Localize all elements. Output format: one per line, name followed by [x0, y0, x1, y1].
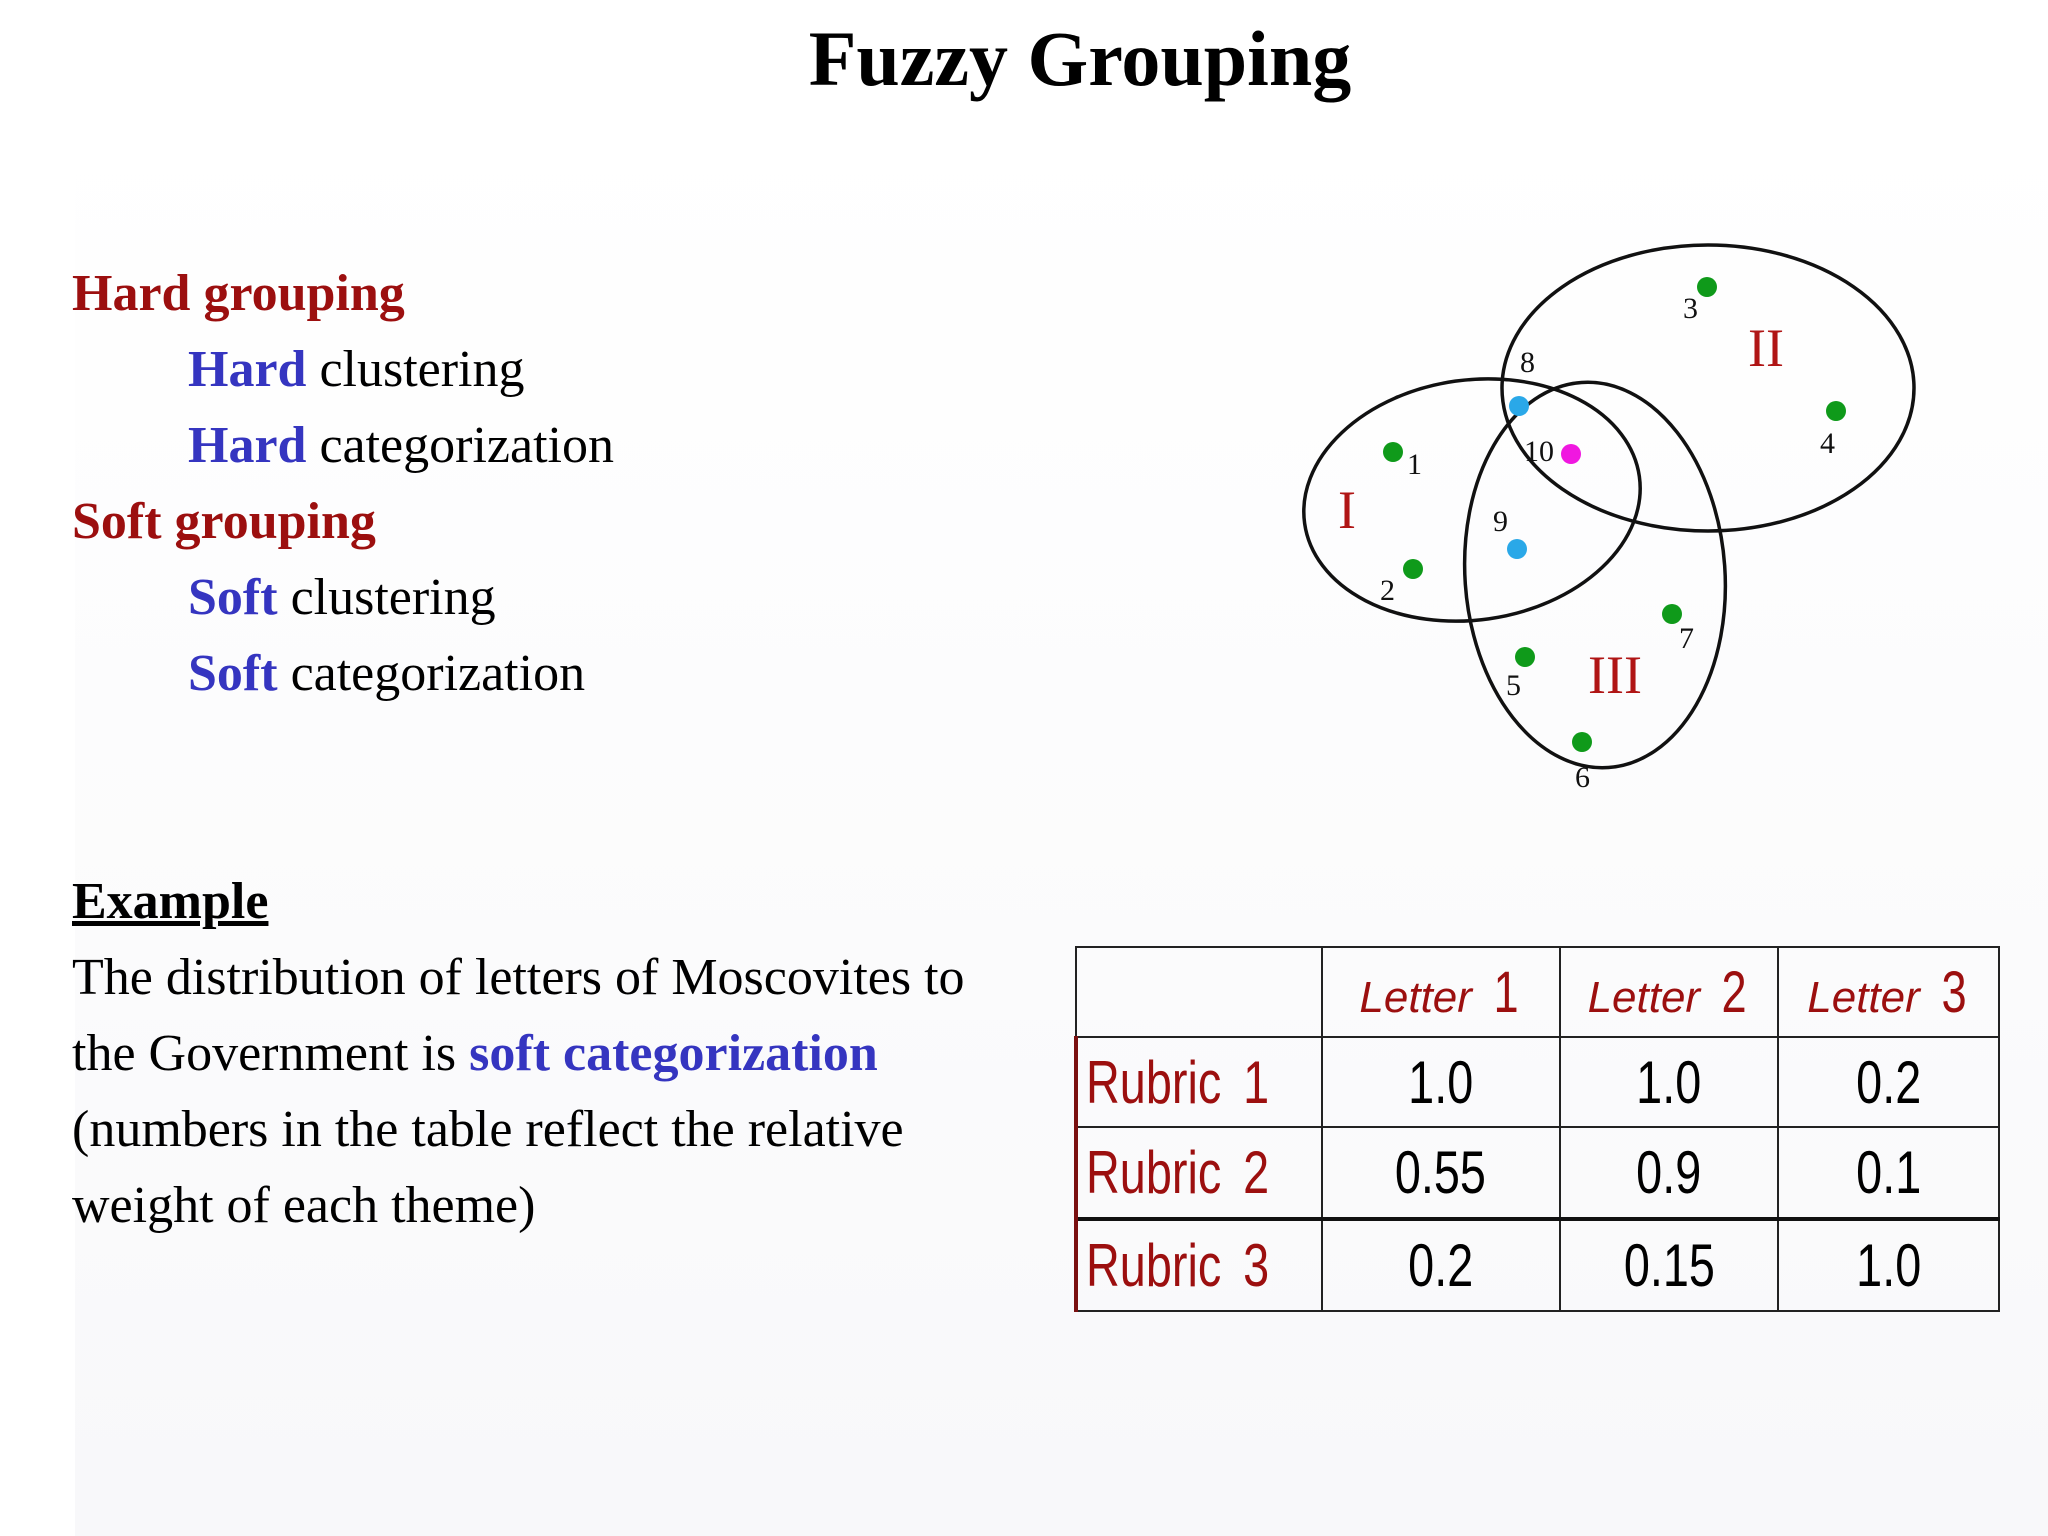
point-label-6: 6	[1575, 761, 1590, 794]
rubric-word: Rubric	[1086, 1048, 1222, 1116]
example-line-3: (numbers in the table reflect the relative	[72, 1101, 904, 1158]
point-1	[1383, 442, 1403, 462]
point-label-3: 3	[1683, 292, 1698, 325]
point-3	[1697, 277, 1717, 297]
table-cell	[1778, 1037, 1999, 1127]
point-6	[1572, 732, 1592, 752]
example-heading: Example	[72, 873, 269, 930]
cell-value: 1.0	[1636, 1048, 1702, 1116]
letter-number: 3	[1941, 959, 1967, 1025]
point-label-5: 5	[1506, 669, 1521, 702]
point-label-9: 9	[1493, 505, 1508, 538]
rubric-number: 1	[1243, 1048, 1270, 1116]
soft-categorization-highlight: soft categorization	[469, 1025, 878, 1082]
cell-value: 0.2	[1408, 1232, 1474, 1300]
point-4	[1826, 401, 1846, 421]
hard-clustering-text: clustering	[319, 341, 525, 398]
cell-value: 0.1	[1856, 1139, 1922, 1207]
hard-categorization-text: categorization	[319, 417, 614, 474]
point-label-7: 7	[1679, 622, 1694, 655]
example-line-1: The distribution of letters of Moscovites to	[72, 949, 965, 1006]
table-corner-cell	[1076, 947, 1322, 1037]
row-header-rubric-2	[1076, 1127, 1322, 1219]
cell-value: 1.0	[1856, 1232, 1922, 1300]
cluster-diagram	[1240, 230, 1940, 830]
table-row	[1076, 1127, 1999, 1219]
point-label-4: 4	[1820, 427, 1835, 460]
point-8	[1509, 396, 1529, 416]
hard-categorization-item	[72, 408, 614, 484]
letter-number: 2	[1721, 959, 1747, 1025]
cluster-label-i: I	[1338, 480, 1356, 540]
hard-keyword: Hard	[188, 417, 307, 474]
point-label-1: 1	[1407, 448, 1422, 481]
table-cell	[1560, 1127, 1779, 1219]
column-header-letter-3	[1778, 947, 1999, 1037]
table-cell	[1560, 1219, 1779, 1311]
hard-keyword: Hard	[188, 341, 307, 398]
example-block	[72, 864, 1072, 1244]
point-7	[1662, 604, 1682, 624]
hard-grouping-heading: Hard grouping	[72, 265, 405, 322]
cell-value: 0.15	[1623, 1232, 1715, 1300]
row-header-rubric-3	[1076, 1219, 1322, 1311]
letter-word: Letter	[1359, 972, 1472, 1022]
table-cell	[1322, 1127, 1560, 1219]
cell-value: 0.55	[1395, 1139, 1487, 1207]
cluster-label-iii: III	[1588, 645, 1642, 705]
soft-clustering-text: clustering	[290, 569, 496, 626]
soft-keyword: Soft	[188, 645, 278, 702]
rubric-letter-table	[1074, 946, 2000, 1312]
soft-categorization-text: categorization	[290, 645, 586, 702]
cell-value: 1.0	[1408, 1048, 1474, 1116]
table-row	[1076, 1219, 1999, 1311]
letter-word: Letter	[1807, 972, 1920, 1022]
soft-categorization-item	[72, 636, 614, 712]
rubric-word: Rubric	[1086, 1232, 1222, 1300]
grouping-outline	[72, 256, 614, 712]
letter-word: Letter	[1587, 972, 1701, 1022]
soft-grouping-heading: Soft grouping	[72, 493, 376, 550]
column-header-letter-2	[1560, 947, 1779, 1037]
table-cell	[1322, 1219, 1560, 1311]
table-cell	[1322, 1037, 1560, 1127]
table-header-row	[1076, 947, 1999, 1037]
rubric-word: Rubric	[1086, 1139, 1222, 1207]
soft-clustering-item	[72, 560, 614, 636]
rubric-number: 2	[1243, 1139, 1270, 1207]
point-10	[1561, 444, 1581, 464]
example-line-4: weight of each theme)	[72, 1177, 536, 1234]
table-cell	[1778, 1127, 1999, 1219]
cell-value: 0.2	[1856, 1048, 1922, 1116]
hard-clustering-item	[72, 332, 614, 408]
point-label-2: 2	[1380, 574, 1395, 607]
table-cell	[1560, 1037, 1779, 1127]
rubric-number: 3	[1243, 1232, 1270, 1300]
point-9	[1507, 539, 1527, 559]
column-header-letter-1	[1322, 947, 1560, 1037]
letter-number: 1	[1493, 959, 1519, 1025]
page-title: Fuzzy Grouping	[808, 15, 1352, 102]
point-label-10: 10	[1524, 435, 1554, 468]
point-label-8: 8	[1520, 346, 1535, 379]
example-line-2	[72, 1016, 1072, 1092]
table-cell	[1778, 1219, 1999, 1311]
cell-value: 0.9	[1636, 1139, 1702, 1207]
point-5	[1515, 647, 1535, 667]
row-header-rubric-1	[1076, 1037, 1322, 1127]
table-row	[1076, 1037, 1999, 1127]
cluster-label-ii: II	[1748, 318, 1784, 378]
soft-keyword: Soft	[188, 569, 278, 626]
point-2	[1403, 559, 1423, 579]
example-line-2-text: the Government is	[72, 1025, 470, 1082]
